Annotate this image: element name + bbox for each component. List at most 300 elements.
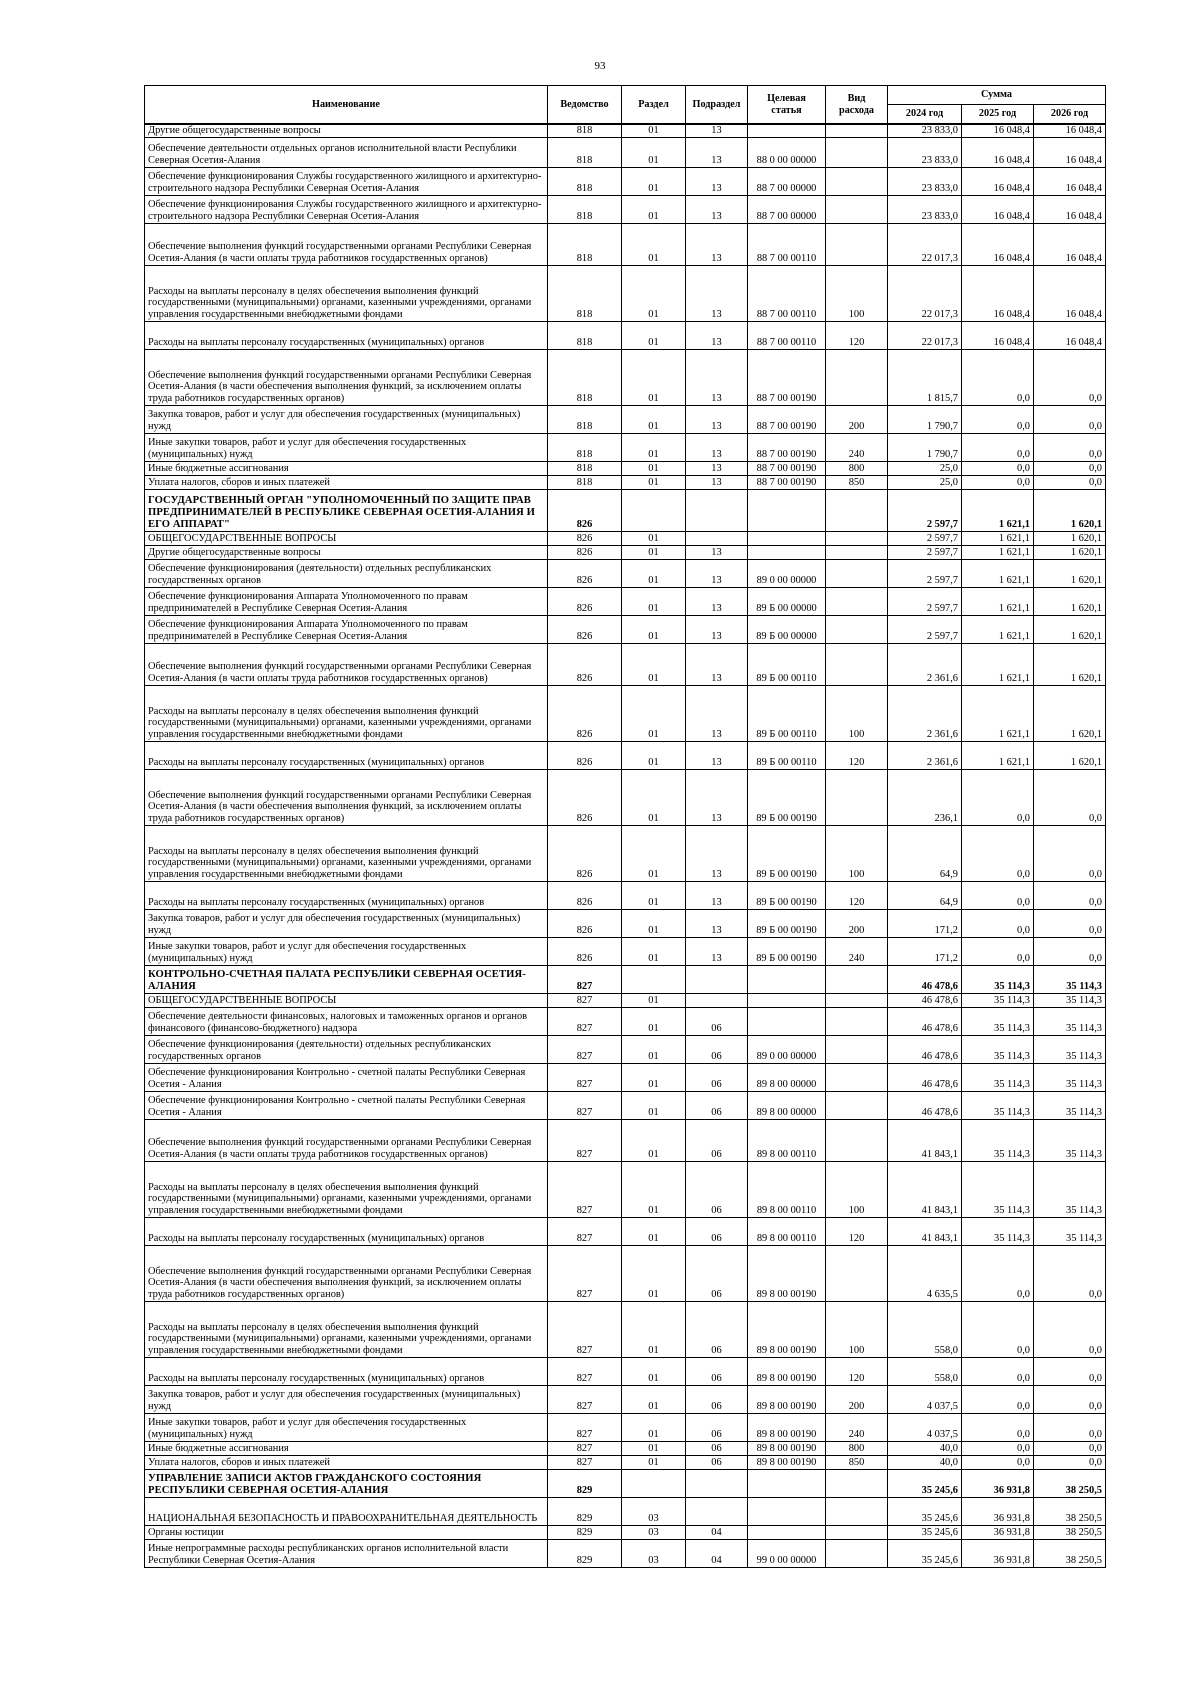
cell-expense-type: 200 (826, 405, 888, 433)
cell-2024: 2 597,7 (888, 545, 962, 559)
table-row (145, 265, 1106, 321)
cell-target: 88 0 00 00000 (748, 137, 826, 167)
cell-section: 01 (622, 1161, 686, 1217)
cell-subsection: 13 (686, 124, 748, 137)
cell-subsection: 13 (686, 167, 748, 195)
cell-expense-type (826, 1245, 888, 1301)
cell-expense-type (826, 1063, 888, 1091)
cell-subsection: 06 (686, 1063, 748, 1091)
cell-2026: 0,0 (1034, 461, 1106, 475)
cell-2025: 16 048,4 (962, 321, 1034, 349)
table-row (145, 531, 1106, 545)
cell-subsection: 06 (686, 1455, 748, 1469)
cell-subsection (686, 1497, 748, 1525)
cell-target: 88 7 00 00000 (748, 195, 826, 223)
cell-2025: 36 931,8 (962, 1525, 1034, 1539)
cell-dept: 829 (548, 1539, 622, 1567)
cell-target: 99 0 00 00000 (748, 1539, 826, 1567)
cell-2026: 1 620,1 (1034, 531, 1106, 545)
cell-target (748, 531, 826, 545)
cell-expense-type (826, 559, 888, 587)
cell-subsection: 13 (686, 223, 748, 265)
cell-expense-type (826, 587, 888, 615)
cell-2025: 35 114,3 (962, 1063, 1034, 1091)
cell-subsection: 13 (686, 769, 748, 825)
cell-2025: 1 621,1 (962, 531, 1034, 545)
table-row (145, 124, 1106, 137)
cell-2024: 1 790,7 (888, 433, 962, 461)
cell-subsection: 04 (686, 1539, 748, 1567)
table-row (145, 993, 1106, 1007)
table-row (145, 769, 1106, 825)
cell-section: 03 (622, 1525, 686, 1539)
cell-name: Расходы на выплаты персоналу в целях обеспечения выполнения функций государственными (муниципальными) органами, казенными учреждениями, органами управления государственными внебюджетными фондами (145, 1161, 548, 1217)
cell-target (748, 1007, 826, 1035)
cell-section: 01 (622, 993, 686, 1007)
table-body (145, 124, 1106, 1567)
cell-2025: 0,0 (962, 1245, 1034, 1301)
cell-2024: 41 843,1 (888, 1119, 962, 1161)
cell-name: Уплата налогов, сборов и иных платежей (145, 475, 548, 489)
cell-dept: 827 (548, 1385, 622, 1413)
cell-2024: 64,9 (888, 825, 962, 881)
cell-target (748, 1497, 826, 1525)
cell-2026: 35 114,3 (1034, 1091, 1106, 1119)
cell-dept: 829 (548, 1469, 622, 1497)
table-row (145, 559, 1106, 587)
cell-2024: 4 037,5 (888, 1385, 962, 1413)
cell-subsection (686, 531, 748, 545)
cell-name: Обеспечение функционирования Контрольно - счетной палаты Республики Северная Осетия - Алания (145, 1091, 548, 1119)
cell-target: 88 7 00 00190 (748, 475, 826, 489)
cell-2024: 2 361,6 (888, 643, 962, 685)
page-number: 93 (594, 60, 606, 72)
cell-target: 88 7 00 00190 (748, 433, 826, 461)
cell-2026: 16 048,4 (1034, 167, 1106, 195)
table-row (145, 1525, 1106, 1539)
cell-expense-type (826, 349, 888, 405)
cell-expense-type (826, 223, 888, 265)
cell-section: 01 (622, 1091, 686, 1119)
cell-target: 89 8 00 00190 (748, 1245, 826, 1301)
cell-2025: 1 621,1 (962, 643, 1034, 685)
cell-2025: 1 621,1 (962, 489, 1034, 531)
cell-dept: 826 (548, 489, 622, 531)
cell-name: Обеспечение выполнения функций государственными органами Республики Северная Осетия-Алания (в части оплаты труда работников государственных органов) (145, 223, 548, 265)
cell-2025: 0,0 (962, 1455, 1034, 1469)
cell-target: 89 Б 00 00110 (748, 741, 826, 769)
cell-section: 01 (622, 587, 686, 615)
cell-2026: 0,0 (1034, 405, 1106, 433)
cell-name: Обеспечение выполнения функций государственными органами Республики Северная Осетия-Алания (в части оплаты труда работников государственных органов) (145, 643, 548, 685)
cell-dept: 818 (548, 349, 622, 405)
cell-2025: 0,0 (962, 1301, 1034, 1357)
cell-subsection (686, 965, 748, 993)
table-row (145, 1441, 1106, 1455)
cell-2024: 46 478,6 (888, 1063, 962, 1091)
cell-2025: 36 931,8 (962, 1539, 1034, 1567)
cell-dept: 818 (548, 124, 622, 137)
cell-section: 01 (622, 615, 686, 643)
cell-name: Обеспечение выполнения функций государственными органами Республики Северная Осетия-Алания (в части обеспечения выполнения функций, за исключением оплаты труда работников государственных органов) (145, 349, 548, 405)
cell-2025: 0,0 (962, 433, 1034, 461)
cell-expense-type: 800 (826, 461, 888, 475)
cell-subsection: 06 (686, 1091, 748, 1119)
cell-2024: 2 361,6 (888, 685, 962, 741)
cell-dept: 826 (548, 881, 622, 909)
cell-subsection: 13 (686, 825, 748, 881)
table-row (145, 643, 1106, 685)
cell-dept: 827 (548, 1091, 622, 1119)
cell-subsection: 13 (686, 195, 748, 223)
cell-name: Обеспечение выполнения функций государственными органами Республики Северная Осетия-Алания (в части оплаты труда работников государственных органов) (145, 1119, 548, 1161)
cell-dept: 827 (548, 1217, 622, 1245)
cell-target: 89 8 00 00000 (748, 1063, 826, 1091)
cell-2025: 0,0 (962, 909, 1034, 937)
cell-name: Уплата налогов, сборов и иных платежей (145, 1455, 548, 1469)
cell-section: 01 (622, 1063, 686, 1091)
table-row (145, 1119, 1106, 1161)
cell-2025: 1 621,1 (962, 685, 1034, 741)
cell-2025: 35 114,3 (962, 1161, 1034, 1217)
cell-dept: 818 (548, 461, 622, 475)
table-row (145, 1301, 1106, 1357)
cell-section: 01 (622, 137, 686, 167)
cell-2025: 36 931,8 (962, 1469, 1034, 1497)
cell-expense-type: 850 (826, 475, 888, 489)
cell-2025: 0,0 (962, 825, 1034, 881)
cell-2026: 0,0 (1034, 1455, 1106, 1469)
cell-2024: 1 790,7 (888, 405, 962, 433)
cell-name: Иные непрограммные расходы республиканских органов исполнительной власти Республики Северная Осетия-Алания (145, 1539, 548, 1567)
header-subsection: Подраздел (686, 86, 748, 125)
cell-2025: 1 621,1 (962, 615, 1034, 643)
cell-target: 89 Б 00 00000 (748, 587, 826, 615)
cell-subsection: 06 (686, 1217, 748, 1245)
cell-2024: 2 597,7 (888, 587, 962, 615)
table-row (145, 615, 1106, 643)
cell-target: 89 8 00 00190 (748, 1441, 826, 1455)
cell-2024: 22 017,3 (888, 223, 962, 265)
cell-name: Обеспечение деятельности отдельных органов исполнительной власти Республики Северная Осетия-Алания (145, 137, 548, 167)
cell-2026: 16 048,4 (1034, 195, 1106, 223)
cell-2024: 23 833,0 (888, 124, 962, 137)
cell-subsection: 13 (686, 265, 748, 321)
cell-name: Обеспечение функционирования Контрольно - счетной палаты Республики Северная Осетия - Алания (145, 1063, 548, 1091)
cell-section: 01 (622, 643, 686, 685)
cell-expense-type: 120 (826, 321, 888, 349)
cell-dept: 818 (548, 475, 622, 489)
cell-2024: 35 245,6 (888, 1539, 962, 1567)
cell-2025: 0,0 (962, 475, 1034, 489)
cell-section: 01 (622, 1217, 686, 1245)
cell-2025: 16 048,4 (962, 195, 1034, 223)
cell-2025: 35 114,3 (962, 1119, 1034, 1161)
cell-subsection: 06 (686, 1035, 748, 1063)
cell-2025: 1 621,1 (962, 545, 1034, 559)
cell-2026: 38 250,5 (1034, 1539, 1106, 1567)
cell-subsection: 13 (686, 433, 748, 461)
cell-section: 03 (622, 1539, 686, 1567)
cell-expense-type (826, 137, 888, 167)
header-dept: Ведомство (548, 86, 622, 125)
cell-2026: 16 048,4 (1034, 137, 1106, 167)
cell-2026: 35 114,3 (1034, 1063, 1106, 1091)
cell-2024: 22 017,3 (888, 265, 962, 321)
cell-subsection: 13 (686, 137, 748, 167)
cell-name: Расходы на выплаты персоналу в целях обеспечения выполнения функций государственными (муниципальными) органами, казенными учреждениями, органами управления государственными внебюджетными фондами (145, 685, 548, 741)
cell-2024: 46 478,6 (888, 993, 962, 1007)
header-name: Наименование (145, 86, 548, 125)
cell-expense-type: 240 (826, 937, 888, 965)
cell-2026: 0,0 (1034, 881, 1106, 909)
cell-dept: 818 (548, 321, 622, 349)
cell-dept: 818 (548, 195, 622, 223)
cell-section: 01 (622, 433, 686, 461)
cell-2025: 35 114,3 (962, 1091, 1034, 1119)
cell-name: НАЦИОНАЛЬНАЯ БЕЗОПАСНОСТЬ И ПРАВООХРАНИТЕЛЬНАЯ ДЕЯТЕЛЬНОСТЬ (145, 1497, 548, 1525)
cell-name: Расходы на выплаты персоналу государственных (муниципальных) органов (145, 741, 548, 769)
cell-subsection: 13 (686, 615, 748, 643)
cell-dept: 826 (548, 741, 622, 769)
cell-subsection: 13 (686, 587, 748, 615)
cell-name: Расходы на выплаты персоналу в целях обеспечения выполнения функций государственными (муниципальными) органами, казенными учреждениями, органами управления государственными внебюджетными фондами (145, 825, 548, 881)
cell-dept: 827 (548, 993, 622, 1007)
cell-expense-type: 240 (826, 433, 888, 461)
cell-section: 01 (622, 265, 686, 321)
cell-name: КОНТРОЛЬНО-СЧЕТНАЯ ПАЛАТА РЕСПУБЛИКИ СЕВЕРНАЯ ОСЕТИЯ-АЛАНИЯ (145, 965, 548, 993)
cell-expense-type (826, 1091, 888, 1119)
cell-2025: 0,0 (962, 349, 1034, 405)
cell-target: 89 8 00 00190 (748, 1455, 826, 1469)
cell-expense-type (826, 531, 888, 545)
cell-2026: 1 620,1 (1034, 545, 1106, 559)
cell-name: Иные бюджетные ассигнования (145, 461, 548, 475)
cell-section: 01 (622, 167, 686, 195)
cell-2025: 35 114,3 (962, 1035, 1034, 1063)
cell-target: 89 8 00 00190 (748, 1357, 826, 1385)
cell-2025: 1 621,1 (962, 559, 1034, 587)
cell-expense-type: 240 (826, 1413, 888, 1441)
cell-2025: 16 048,4 (962, 137, 1034, 167)
cell-target: 88 7 00 00190 (748, 349, 826, 405)
cell-subsection (686, 993, 748, 1007)
table-row (145, 741, 1106, 769)
cell-2026: 35 114,3 (1034, 1161, 1106, 1217)
cell-dept: 827 (548, 1245, 622, 1301)
cell-target: 88 7 00 00190 (748, 461, 826, 475)
cell-name: Другие общегосударственные вопросы (145, 124, 548, 137)
cell-2025: 16 048,4 (962, 167, 1034, 195)
cell-name: Расходы на выплаты персоналу государственных (муниципальных) органов (145, 1217, 548, 1245)
cell-dept: 818 (548, 433, 622, 461)
cell-dept: 827 (548, 965, 622, 993)
cell-expense-type: 200 (826, 909, 888, 937)
cell-expense-type (826, 489, 888, 531)
cell-name: Обеспечение функционирования (деятельности) отдельных республиканских государственных органов (145, 1035, 548, 1063)
cell-target (748, 1525, 826, 1539)
cell-dept: 827 (548, 1441, 622, 1455)
cell-subsection: 13 (686, 881, 748, 909)
cell-2024: 22 017,3 (888, 321, 962, 349)
cell-target: 89 8 00 00190 (748, 1385, 826, 1413)
header-expense-type: Вид расхода (826, 86, 888, 125)
cell-2024: 46 478,6 (888, 965, 962, 993)
cell-2024: 236,1 (888, 769, 962, 825)
cell-name: Расходы на выплаты персоналу в целях обеспечения выполнения функций государственными (муниципальными) органами, казенными учреждениями, органами управления государственными внебюджетными фондами (145, 265, 548, 321)
table-row (145, 475, 1106, 489)
cell-name: Иные бюджетные ассигнования (145, 1441, 548, 1455)
cell-2025: 16 048,4 (962, 265, 1034, 321)
cell-name: Органы юстиции (145, 1525, 548, 1539)
table-row (145, 433, 1106, 461)
cell-2026: 16 048,4 (1034, 321, 1106, 349)
cell-dept: 826 (548, 531, 622, 545)
cell-name: Иные закупки товаров, работ и услуг для обеспечения государственных (муниципальных) нужд (145, 1413, 548, 1441)
cell-section: 01 (622, 1413, 686, 1441)
cell-2025: 1 621,1 (962, 587, 1034, 615)
cell-2026: 0,0 (1034, 1245, 1106, 1301)
cell-2024: 35 245,6 (888, 1497, 962, 1525)
header-2025: 2025 год (962, 105, 1034, 125)
cell-target: 89 8 00 00110 (748, 1217, 826, 1245)
cell-target (748, 1469, 826, 1497)
table-row (145, 937, 1106, 965)
cell-2026: 35 114,3 (1034, 1217, 1106, 1245)
cell-target: 89 Б 00 00000 (748, 615, 826, 643)
cell-target: 89 0 00 00000 (748, 1035, 826, 1063)
cell-2025: 0,0 (962, 1441, 1034, 1455)
cell-name: Закупка товаров, работ и услуг для обеспечения государственных (муниципальных) нужд (145, 1385, 548, 1413)
table-row (145, 1357, 1106, 1385)
cell-2026: 0,0 (1034, 909, 1106, 937)
cell-subsection: 06 (686, 1245, 748, 1301)
cell-2026: 1 620,1 (1034, 587, 1106, 615)
cell-dept: 818 (548, 137, 622, 167)
cell-2024: 25,0 (888, 475, 962, 489)
cell-expense-type (826, 124, 888, 137)
cell-dept: 826 (548, 937, 622, 965)
cell-2024: 558,0 (888, 1301, 962, 1357)
cell-name: Расходы на выплаты персоналу государственных (муниципальных) органов (145, 881, 548, 909)
budget-table (144, 85, 1106, 1568)
cell-name: ОБЩЕГОСУДАРСТВЕННЫЕ ВОПРОСЫ (145, 993, 548, 1007)
cell-2024: 23 833,0 (888, 195, 962, 223)
cell-dept: 818 (548, 167, 622, 195)
cell-name: Расходы на выплаты персоналу в целях обеспечения выполнения функций государственными (муниципальными) органами, казенными учреждениями, органами управления государственными внебюджетными фондами (145, 1301, 548, 1357)
cell-dept: 826 (548, 825, 622, 881)
cell-2025: 0,0 (962, 937, 1034, 965)
cell-expense-type (826, 1119, 888, 1161)
cell-2026: 0,0 (1034, 825, 1106, 881)
cell-2026: 16 048,4 (1034, 223, 1106, 265)
cell-expense-type: 100 (826, 1301, 888, 1357)
cell-dept: 827 (548, 1413, 622, 1441)
cell-2024: 41 843,1 (888, 1217, 962, 1245)
cell-subsection: 13 (686, 461, 748, 475)
cell-2024: 2 597,7 (888, 559, 962, 587)
cell-2025: 35 114,3 (962, 993, 1034, 1007)
cell-section: 01 (622, 475, 686, 489)
table-row (145, 195, 1106, 223)
cell-name: ОБЩЕГОСУДАРСТВЕННЫЕ ВОПРОСЫ (145, 531, 548, 545)
cell-2026: 0,0 (1034, 1385, 1106, 1413)
cell-2024: 2 597,7 (888, 489, 962, 531)
cell-subsection: 06 (686, 1357, 748, 1385)
cell-target: 89 Б 00 00110 (748, 643, 826, 685)
cell-subsection: 13 (686, 559, 748, 587)
cell-target: 89 0 00 00000 (748, 559, 826, 587)
cell-expense-type: 100 (826, 825, 888, 881)
cell-2026: 38 250,5 (1034, 1497, 1106, 1525)
cell-target: 89 Б 00 00190 (748, 825, 826, 881)
cell-2026: 0,0 (1034, 475, 1106, 489)
table-row (145, 137, 1106, 167)
table-row (145, 1161, 1106, 1217)
cell-name: Обеспечение выполнения функций государственными органами Республики Северная Осетия-Алания (в части обеспечения выполнения функций, за исключением оплаты труда работников государственных органов) (145, 1245, 548, 1301)
cell-2026: 1 620,1 (1034, 741, 1106, 769)
cell-2025: 0,0 (962, 1357, 1034, 1385)
cell-section: 01 (622, 1301, 686, 1357)
cell-2025: 0,0 (962, 769, 1034, 825)
cell-2026: 38 250,5 (1034, 1525, 1106, 1539)
cell-dept: 826 (548, 615, 622, 643)
cell-subsection (686, 489, 748, 531)
cell-expense-type (826, 1007, 888, 1035)
cell-2026: 35 114,3 (1034, 1007, 1106, 1035)
cell-2026: 1 620,1 (1034, 685, 1106, 741)
table-row (145, 461, 1106, 475)
cell-section: 01 (622, 881, 686, 909)
table-row (145, 685, 1106, 741)
cell-2026: 38 250,5 (1034, 1469, 1106, 1497)
cell-target (748, 545, 826, 559)
cell-section (622, 1469, 686, 1497)
cell-expense-type (826, 1497, 888, 1525)
cell-target: 89 8 00 00110 (748, 1161, 826, 1217)
cell-expense-type: 120 (826, 741, 888, 769)
cell-2024: 2 597,7 (888, 531, 962, 545)
cell-2024: 4 037,5 (888, 1413, 962, 1441)
cell-2026: 1 620,1 (1034, 615, 1106, 643)
cell-dept: 826 (548, 559, 622, 587)
table-row (145, 1091, 1106, 1119)
cell-2026: 1 620,1 (1034, 559, 1106, 587)
cell-2026: 0,0 (1034, 937, 1106, 965)
cell-target: 88 7 00 00190 (748, 405, 826, 433)
cell-subsection: 13 (686, 685, 748, 741)
cell-name: Иные закупки товаров, работ и услуг для обеспечения государственных (муниципальных) нужд (145, 937, 548, 965)
cell-2026: 0,0 (1034, 1357, 1106, 1385)
cell-dept: 826 (548, 769, 622, 825)
cell-section: 01 (622, 1455, 686, 1469)
table-row (145, 1497, 1106, 1525)
cell-expense-type: 120 (826, 1217, 888, 1245)
cell-expense-type (826, 1525, 888, 1539)
cell-name: ГОСУДАРСТВЕННЫЙ ОРГАН "УПОЛНОМОЧЕННЫЙ ПО ЗАЩИТЕ ПРАВ ПРЕДПРИНИМАТЕЛЕЙ В РЕСПУБЛИКЕ СЕВЕРНАЯ ОСЕТИЯ-АЛАНИЯ И ЕГО АППАРАТ" (145, 489, 548, 531)
table-row (145, 881, 1106, 909)
cell-name: Закупка товаров, работ и услуг для обеспечения государственных (муниципальных) нужд (145, 405, 548, 433)
cell-subsection: 13 (686, 405, 748, 433)
table-row (145, 1007, 1106, 1035)
cell-expense-type (826, 769, 888, 825)
cell-name: Расходы на выплаты персоналу государственных (муниципальных) органов (145, 321, 548, 349)
header-target: Целевая статья (748, 86, 826, 125)
cell-2024: 23 833,0 (888, 167, 962, 195)
cell-2026: 35 114,3 (1034, 993, 1106, 1007)
table-row (145, 405, 1106, 433)
cell-2026: 0,0 (1034, 769, 1106, 825)
